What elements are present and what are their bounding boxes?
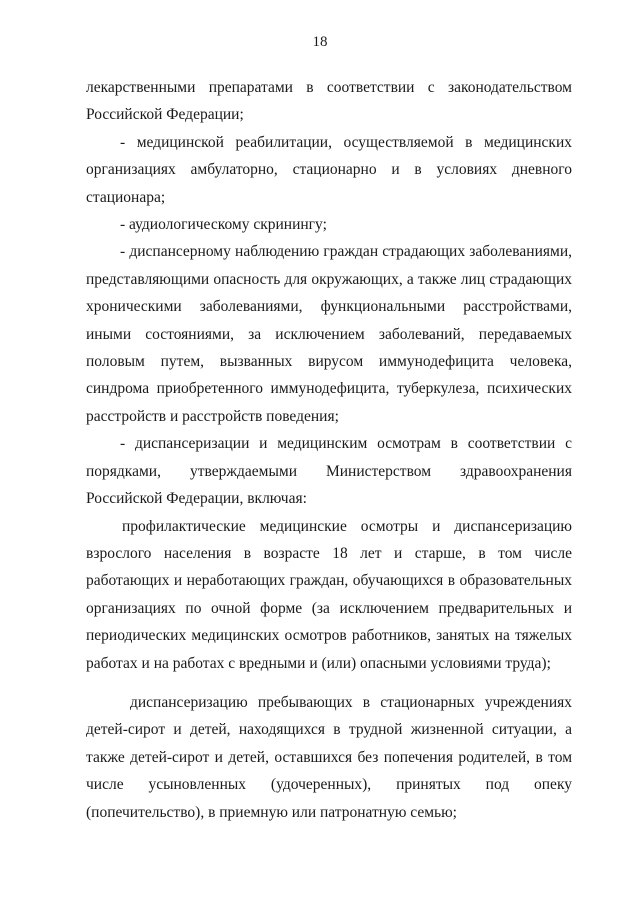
page-number: 18 — [312, 34, 328, 50]
paragraph-adult-checkups: профилактические медицинские осмотры и диспансеризацию взрослого населения в возрасте 18 лет и старше, в том числе работающих и неработающих граждан, обучающихся в образовательных организациях по очной форме (за исключением предварительных и периодических медицинских осмотров работников, занятых на тяжелых работах и на работах с вредными и (или) опасными условиями труда); — [86, 517, 572, 672]
paragraph-medical-examinations: - диспансеризации и медицинским осмотрам в соответствии с порядками, утверждаемыми Министерством здравоохранения Российской Федерации, включая: — [86, 435, 572, 508]
document-body — [86, 74, 572, 826]
paragraph-orphan-checkups: диспансеризацию пребывающих в стационарных учреждениях детей-сирот и детей, находящихся в трудной жизненной ситуации, а также детей-сирот и детей, оставшихся без попечения родителей, в том числе усыновленных (удочеренных), принятых под опеку (попечительство), в приемную или патронатную семью; — [86, 693, 572, 821]
paragraph-audiology-screening: - аудиологическому скринингу; — [120, 216, 327, 234]
paragraph-dispensary-observation: - диспансерному наблюдению граждан страдающих заболеваниями, представляющими опасность для окружающих, а также лиц страдающих хроническими заболеваниями, функциональными расстройствами, иными состояниями, за исключением заболеваний, передаваемых половым путем, вызванных вирусом иммунодефицита человека, синдрома приобретенного иммунодефицита, туберкулеза, психических расстройств и расстройств поведения; — [86, 243, 572, 425]
paragraph-rehabilitation: - медицинской реабилитации, осуществляемой в медицинских организациях амбулаторно, стационарно и в условиях дневного стационара; — [86, 133, 572, 206]
paragraph-medications: лекарственными препаратами в соответствии с законодательством Российской Федерации; — [86, 79, 572, 124]
